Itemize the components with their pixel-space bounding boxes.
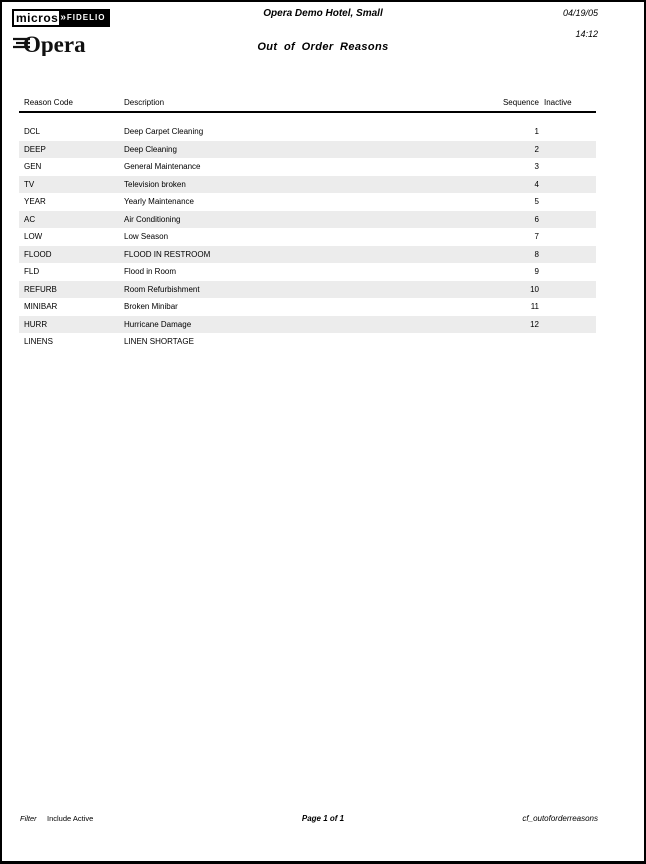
cell-reason-code: LINENS	[24, 337, 53, 347]
col-inactive: Inactive	[544, 98, 572, 107]
micros-label: micros	[16, 11, 59, 25]
table-row	[19, 193, 596, 211]
cell-reason-code: DEEP	[24, 144, 46, 154]
table-row	[19, 281, 596, 299]
col-description: Description	[124, 98, 165, 107]
table-row	[19, 211, 596, 229]
cell-sequence: 6	[534, 214, 539, 224]
table-row	[19, 333, 596, 351]
table-row	[19, 298, 596, 316]
cell-sequence: 2	[534, 144, 539, 154]
reasons-table	[19, 98, 596, 351]
fast-forward-icon: »	[60, 12, 66, 23]
page-indicator: Page 1 of 1	[301, 814, 345, 823]
table-row	[19, 263, 596, 281]
report-title: Out of Order Reasons	[257, 41, 389, 53]
cell-reason-code: YEAR	[24, 197, 46, 207]
cell-sequence: 9	[534, 267, 539, 277]
table-row	[19, 158, 596, 176]
cell-description: Air Conditioning	[124, 214, 181, 224]
cell-reason-code: FLOOD	[24, 249, 52, 259]
cell-sequence: 10	[530, 284, 539, 294]
cell-sequence: 5	[534, 197, 539, 207]
table-row	[19, 123, 596, 141]
cell-reason-code: HURR	[24, 319, 48, 329]
cell-reason-code: REFURB	[24, 284, 57, 294]
cell-sequence: 3	[534, 162, 539, 172]
cell-description: Yearly Maintenance	[124, 197, 194, 207]
report-date: 04/19/05	[562, 8, 598, 18]
cell-description: FLOOD IN RESTROOM	[124, 249, 211, 259]
cell-description: Room Refurbishment	[124, 284, 200, 294]
opera-wordmark: Opera	[23, 32, 86, 56]
cell-sequence: 1	[534, 127, 539, 137]
cell-description: Hurricane Damage	[124, 319, 192, 329]
cell-sequence: 12	[530, 319, 539, 329]
cell-reason-code: FLD	[24, 267, 40, 277]
table-row	[19, 246, 596, 264]
table-header	[19, 98, 596, 113]
report-time: 14:12	[575, 29, 598, 39]
table-row	[19, 141, 596, 159]
cell-description: Deep Cleaning	[124, 144, 177, 154]
cell-description: Television broken	[124, 179, 186, 189]
cell-description: Flood in Room	[124, 267, 177, 277]
hotel-name: Opera Demo Hotel, Small	[263, 8, 383, 19]
col-sequence: Sequence	[502, 98, 539, 107]
cell-description: General Maintenance	[124, 162, 201, 172]
table-row	[19, 176, 596, 194]
table-body	[19, 123, 596, 351]
cell-reason-code: MINIBAR	[24, 302, 58, 312]
cell-reason-code: TV	[24, 179, 35, 189]
cell-reason-code: LOW	[24, 232, 43, 242]
cell-sequence: 11	[530, 302, 539, 312]
cell-description: Broken Minibar	[124, 302, 178, 312]
filter-label: Filter	[20, 814, 37, 823]
cell-reason-code: AC	[24, 214, 36, 224]
cell-reason-code: GEN	[24, 162, 42, 172]
col-reason-code: Reason Code	[24, 98, 73, 107]
table-row	[19, 316, 596, 334]
filter-value: Include Active	[47, 814, 94, 823]
cell-description: LINEN SHORTAGE	[124, 337, 194, 347]
cell-sequence: 8	[534, 249, 539, 259]
table-row	[19, 228, 596, 246]
cell-reason-code: DCL	[24, 127, 41, 137]
cell-description: Deep Carpet Cleaning	[124, 127, 204, 137]
cell-sequence: 7	[534, 232, 539, 242]
cell-description: Low Season	[124, 232, 169, 242]
fidelio-label: FIDELIO	[66, 13, 106, 22]
report-id: cf_outoforderreasons	[522, 814, 598, 823]
cell-sequence: 4	[534, 179, 539, 189]
